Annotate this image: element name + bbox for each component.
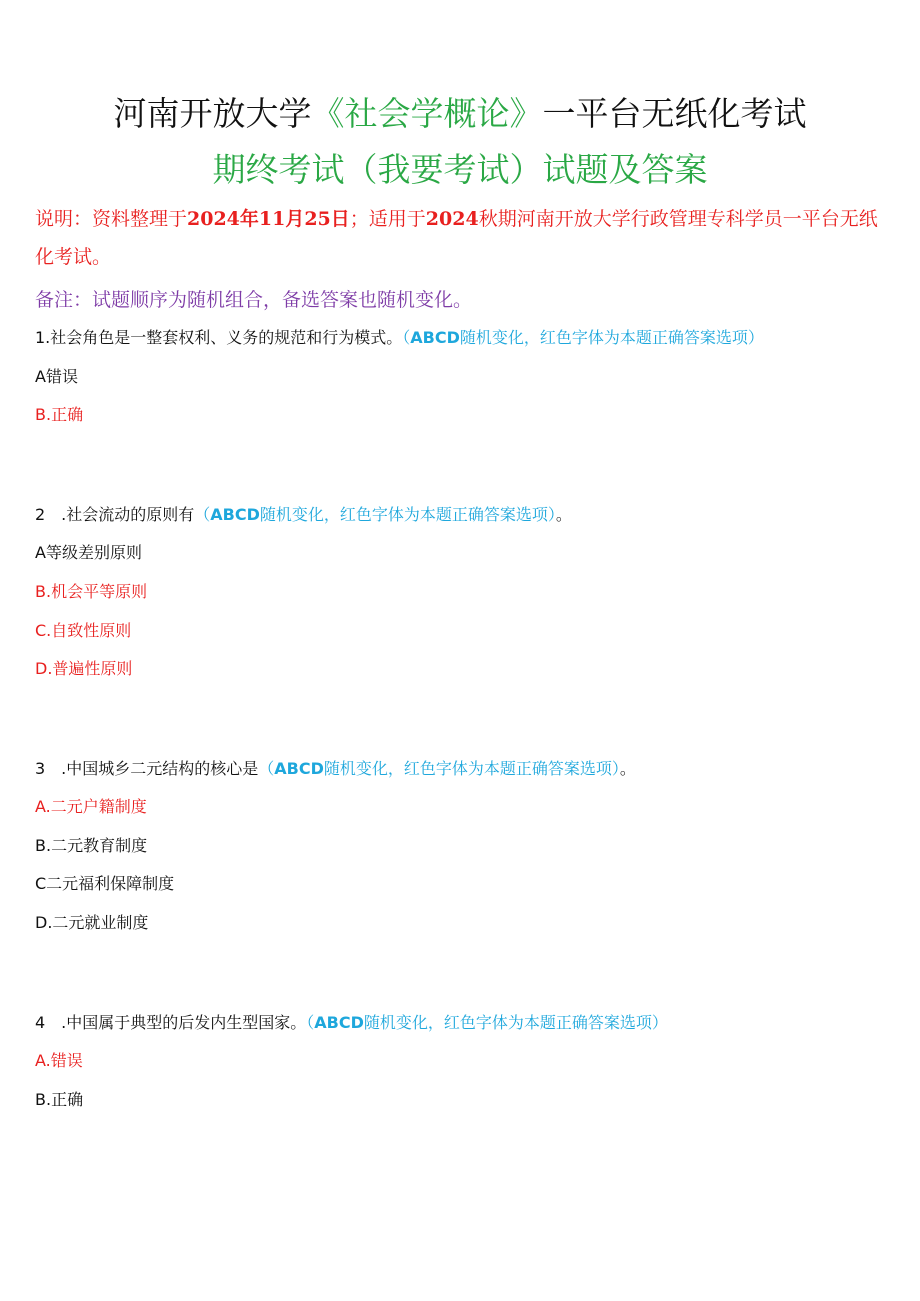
desc-text-2: ；适用于 (349, 208, 426, 230)
question-2-option-c: C.自致性原则 (35, 621, 132, 640)
title-line-2: 期终考试（我要考试）试题及答案 (212, 150, 708, 189)
question-4-hint: （ABCD随机变化，红色字体为本题正确答案选项） (306, 1013, 668, 1032)
question-2-text: 2 .社会流动的原则有 (35, 505, 195, 524)
title-exam-platform: 一平台无纸化考试 (542, 94, 807, 133)
question-2-option-a: A等级差别原则 (35, 543, 142, 562)
desc-text-1: 说明：资料整理于 (35, 208, 188, 230)
title-school: 河南开放大学 (113, 94, 312, 133)
question-3-option-d: D.二元就业制度 (35, 913, 149, 932)
question-2-option-b: B.机会平等原则 (35, 582, 148, 601)
question-4-option-b: B.正确 (35, 1090, 84, 1109)
question-2-stem: 2 .社会流动的原则有（ABCD随机变化，红色字体为本题正确答案选项）。 (35, 505, 572, 524)
desc-date: 2024年11月25日 (187, 208, 350, 230)
desc-term-year: 2024 (425, 208, 479, 230)
question-3-option-c: C二元福利保障制度 (35, 874, 175, 893)
question-1-option-a: A错误 (35, 367, 78, 386)
question-2-option-d: D.普遍性原则 (35, 659, 133, 678)
question-4-text: 4 .中国属于典型的后发内生型国家。 (35, 1013, 307, 1032)
question-1-stem (35, 327, 764, 349)
question-3-stem: 3 .中国城乡二元结构的核心是（ABCD随机变化，红色字体为本题正确答案选项）。 (35, 759, 636, 778)
description-note (35, 200, 885, 276)
title-course-name: 《社会学概论》 (311, 94, 543, 133)
remark-note: 备注：试题顺序为随机组合，备选答案也随机变化。 (35, 289, 473, 311)
title-line-1 (0, 90, 920, 138)
question-1-option-b: B.正确 (35, 405, 84, 424)
desc-text-3: 秋期河南开放大学行政管理专科学员一平台无纸化考试。 (35, 208, 878, 268)
question-3-option-b: B.二元教育制度 (35, 836, 148, 855)
question-3-hint: （ABCD随机变化，红色字体为本题正确答案选项） (258, 759, 620, 778)
question-1-hint: （ABCD随机变化，红色字体为本题正确答案选项） (402, 328, 764, 347)
question-3-option-a: A.二元户籍制度 (35, 797, 147, 816)
question-4-option-a: A.错误 (35, 1051, 83, 1070)
question-4-stem (35, 1012, 668, 1034)
question-3-text: 3 .中国城乡二元结构的核心是 (35, 759, 259, 778)
question-1-text: 1.社会角色是一整套权利、义务的规范和行为模式。 (35, 328, 403, 347)
question-2-hint: （ABCD随机变化，红色字体为本题正确答案选项） (194, 505, 556, 524)
